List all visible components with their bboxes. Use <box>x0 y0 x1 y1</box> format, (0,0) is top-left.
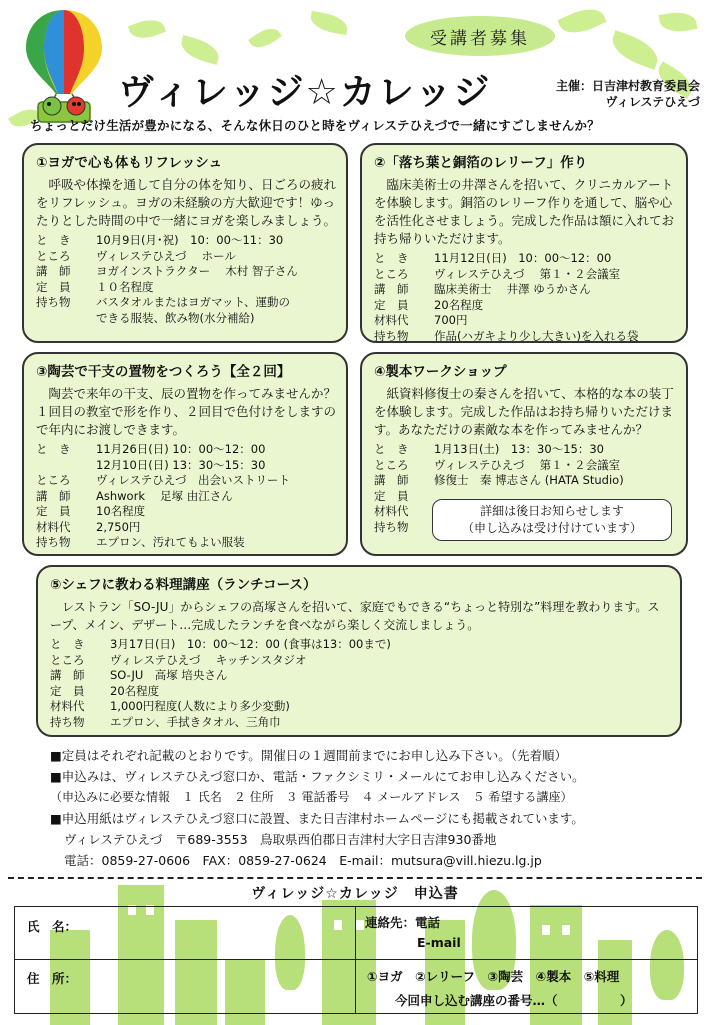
address-field[interactable] <box>95 963 345 1011</box>
detail-row: 持ち物 エプロン、手拭きタオル、三角巾 <box>50 714 281 729</box>
name-label: 氏 名： <box>27 919 78 934</box>
detail-row: と き 10月9日(月･祝) 10：00～11：30 <box>36 233 284 247</box>
course-description: 呼吸や体操を通して自分の体を知り、日ごろの疲れをリフレッシュ。ヨガの未経験の方大歓迎です！ゆったりとした時間の中で一緒にヨガを楽しみましょう。 <box>36 177 337 228</box>
details-pending-note <box>432 499 672 541</box>
course-title: ②「落ち葉と銅箔のレリーフ」作り <box>374 155 588 171</box>
form-column-divider <box>355 907 356 1013</box>
course-description: 臨床美術士の井澤さんを招いて、クリニカルアートを体験します。銅箔のレリーフ作りを通して、脳や心を活性化させましょう。完成した作品は額に入れてお持ち帰りいただけます。 <box>374 177 675 246</box>
leaf-decoration <box>659 9 698 35</box>
detail-row: と き 11月26日(日) 10：00～12：00 <box>36 442 266 456</box>
notice-line: ■定員はそれぞれ記載のとおりです。開催日の１週間前までにお申し込み下さい。（先着順） <box>50 748 568 763</box>
detail-row: 講 師 Ashwork 足塚 由江さん <box>36 488 233 503</box>
course-details <box>36 233 336 326</box>
course-options: ①ヨガ ②レリーフ ③陶芸 ④製本 ⑤料理 <box>367 969 620 984</box>
detail-row: 定 員 20名程度 <box>374 297 484 312</box>
detail-row: 講 師 ヨガインストラクター 木村 智子さん <box>36 264 298 278</box>
detail-row: 講 師 修復士 秦 博志さん (HATA Studio) <box>374 473 624 487</box>
course-card-bookbinding <box>360 352 688 556</box>
application-notices <box>50 745 700 871</box>
leaf-decoration <box>607 30 662 70</box>
cut-line-divider <box>8 877 702 879</box>
detail-row: ところ ヴィレステひえづ ホール <box>36 248 236 263</box>
detail-row: 材料代 2,750円 <box>36 519 141 534</box>
course-card-pottery <box>22 352 348 556</box>
notice-line: ■申込みは、ヴィレステひえづ窓口か、電話・ファクシミリ・メールにてお申し込みください。 <box>50 769 585 784</box>
email-field[interactable] <box>475 933 690 955</box>
detail-row: 講 師 SO-JU 高塚 培央さん <box>50 668 228 682</box>
detail-row: 持ち物 作品(ハガキより少し大きい)を入れる袋 <box>374 328 639 343</box>
course-title: ③陶芸で干支の置物をつくろう【全２回】 <box>36 364 291 380</box>
detail-row: できる服装、飲み物(水分補給) <box>96 310 255 325</box>
course-description: 陶芸で来年の干支、辰の置物を作ってみませんか？１回目の教室で形を作り、２回目で色付けをしますので年内にお渡しできます。 <box>36 386 337 437</box>
course-description: レストラン「SO-JU」からシェフの高塚さんを招いて、家庭でもできる“ちょっと特別な”料理を教わります。スープ、メイン、デザート…完成したランチを食べながら楽しく交流しましょう。 <box>50 600 660 632</box>
detail-row: と き 11月12日(日) 10：00～12：00 <box>374 251 612 265</box>
course-details <box>374 251 676 343</box>
detail-row: ところ ヴィレステひえづ キッチンスタジオ <box>50 652 307 667</box>
detail-row: と き 3月17日(日) 10：00～12：00 (食事は13：00まで) <box>50 637 391 651</box>
venue-address: ヴィレステひえづ 〒689-3553 鳥取県西伯郡日吉津村大字日吉津930番地 <box>64 832 497 847</box>
detail-row: ところ ヴィレステひえづ 出会いストリート <box>36 473 291 487</box>
notice-line: ■申込用紙はヴィレステひえづ窓口に設置、また日吉津村ホームページにも掲載されています。 <box>50 811 584 826</box>
organizer <box>520 78 700 110</box>
leaf-decoration <box>309 11 350 35</box>
leaf-decoration <box>248 23 282 53</box>
leaf-decoration <box>178 35 222 65</box>
course-description: 紙資料修復士の秦さんを招いて、本格的な本の装丁を体験します。完成した作品はお持ち帰りいただけます。あなただけの素敵な本を作ってみませんか？ <box>374 386 674 437</box>
detail-row: 持ち物 エプロン、汚れてもよい服装 <box>36 535 245 549</box>
course-details <box>50 637 670 730</box>
detail-row: 定 員 10名程度 <box>36 504 146 518</box>
page-title: ヴィレッジ☆カレッジ <box>118 72 492 113</box>
course-title: ①ヨガで心も体もリフレッシュ <box>36 155 222 171</box>
application-form-title: ヴィレッジ☆カレッジ 申込書 <box>251 886 459 902</box>
notice-line: （申込みに必要な情報 １ 氏名 ２ 住所 ３ 電話番号 ４ メールアドレス ５ 希望する講座） <box>50 790 573 804</box>
detail-row: と き 1月13日(土) 13：30～15：30 <box>374 442 604 456</box>
address-label: 住 所： <box>27 971 78 986</box>
phone-field[interactable] <box>465 909 690 931</box>
course-title: ⑤シェフに教わる料理講座（ランチコース） <box>50 577 317 593</box>
recruit-badge: 受講者募集 <box>405 16 555 56</box>
form-row-divider <box>15 959 697 960</box>
detail-row: 定 員 １０名程度 <box>36 279 154 294</box>
note-line: （申し込みは受け付けています） <box>461 521 642 535</box>
detail-row: 定 員 <box>374 488 409 503</box>
detail-row: 材料代 1,000円程度(人数により多少変動) <box>50 699 290 713</box>
detail-row: 持ち物 <box>374 519 409 534</box>
course-details <box>36 442 336 551</box>
detail-row: 定 員 20名程度 <box>50 683 160 698</box>
organizer-name: 主催：日吉津村教育委員会 <box>555 79 700 93</box>
course-card-yoga <box>22 143 348 343</box>
note-line: 詳細は後日お知らせします <box>480 504 624 518</box>
name-field[interactable] <box>95 911 345 955</box>
phone-label: 連絡先：電話 <box>365 915 441 930</box>
detail-row: 材料代 <box>374 504 409 518</box>
leaf-decoration <box>128 15 166 44</box>
detail-row: 材料代 700円 <box>374 313 468 327</box>
detail-row: ところ ヴィレステひえづ 第１・２会議室 <box>374 457 621 472</box>
detail-row: ところ ヴィレステひえづ 第１・２会議室 <box>374 266 621 281</box>
hot-air-balloon-illustration <box>22 8 106 124</box>
application-form <box>14 906 698 1014</box>
course-number-field[interactable]: 今回申し込む講座の番号…（ ） <box>395 993 633 1008</box>
detail-row: 講 師 臨床美術士 井澤 ゆうかさん <box>374 282 591 296</box>
course-card-relief <box>360 143 688 343</box>
contact-info: 電話：0859-27-0606 FAX：0859-27-0624 E-mail：mutsura@vill.hiezu.lg.jp <box>64 853 542 868</box>
course-title: ④製本ワークショップ <box>374 364 507 380</box>
detail-row: 持ち物 バスタオルまたはヨガマット、運動の <box>36 295 291 309</box>
organizer-venue: ヴィレステひえづ <box>605 95 700 109</box>
course-card-cooking <box>36 565 682 737</box>
tagline: ちょっとだけ生活が豊かになる、そんな休日のひと時をヴィレステひえづで一緒にすごしませんか？ <box>30 118 600 133</box>
detail-row: 12月10日(日) 13：30～15：30 <box>96 457 266 472</box>
leaf-decoration <box>557 2 606 41</box>
email-label: E-mail <box>417 935 461 950</box>
